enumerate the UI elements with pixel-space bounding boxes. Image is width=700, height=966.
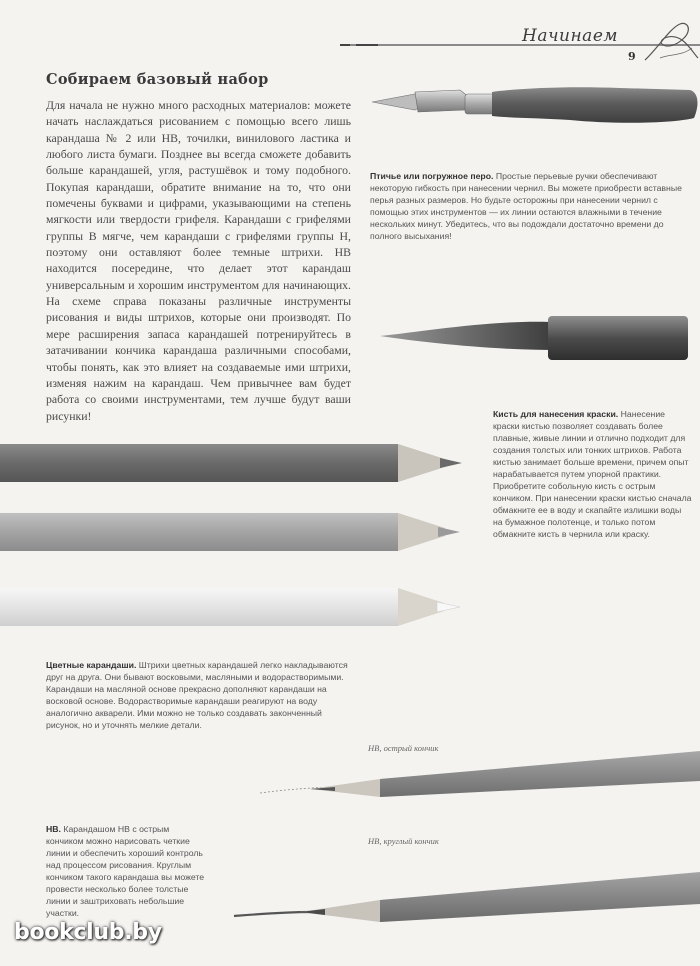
flourish-icon (640, 18, 700, 68)
intro-paragraph: Для начала не нужно много расходных материалов: можете начать наслаждаться рисованием с помощью всего лишь карандаша № 2 или НВ, точилки, винилового ластика и любого листа бумаги. Позднее вы всегда сможете добавить больше карандашей, угля, растушёвок и тому подобного. Покупая карандаши, обратите внимание на то, что они помечены буквами и цифрами, указывающими на степень мягкости или твердости грифеля. Карандаши с грифелями группы В мягче, чем карандаши с грифелями группы Н, поэтому они оставляют более темные штрихи. НВ находится посередине, что делает этот карандаш универсальным и хорошим инструментом для начинающих. На схеме справа показаны различные инструменты рисования и виды штрихов, которые они производят. По мере расширения запаса карандашей потренируйтесь в затачивании кончика карандаша различными способами, чтобы понять, как это влияет на создаваемые ими штрихи, изменяя нажим на карандаш. Чем привычнее вам будет работа со своими инструментами, тем лучше будут ваши рисунки! (46, 98, 351, 423)
caption-title: Кисть для нанесения краски. (493, 409, 619, 419)
hb-sharp-pencil (250, 745, 700, 815)
colored-pencils-illustration (0, 436, 470, 636)
hb-caption (46, 823, 208, 919)
dip-pen-caption (370, 170, 692, 242)
section-title: Начинаем (522, 26, 618, 46)
watermark: bookclub.by (14, 920, 162, 945)
caption-text: Карандашом НВ с острым кончиком можно нарисовать четкие линии и обеспечить хороший контроль над процессом рисования. Круглым кончиком такого карандаша вы можете провести несколько более толстые линии и заштриховать небольшие участки. (46, 824, 205, 918)
gray-pencil (0, 513, 460, 551)
caption-text: Нанесение краски кистью позволяет создавать более плавные, живые линии и отлично подходит для создания толстых или тонких штрихов. Работа кистью занимает больше времени, причем опыт нарабатывается путем упорной практики. Приобретите собольную кисть с острым кончиком. При нанесении краски кистью сначала обмакните ее в воду и скапайте излишки воды на бумажное полотенце, и только потом обмакните кисть в чернила или краску. (493, 409, 692, 539)
colored-pencils-caption (46, 659, 356, 731)
caption-text: Штрихи цветных карандашей легко накладываются друг на друга. Они бывают восковыми, масляными и водорастворимыми. Карандаши на масляной основе прекрасно дополняют карандаши на восковой основе. Водорастворимые карандаши реагируют на воду аналогично акварели. Ими можно не только создавать законченный рисунок, но и уточнять мелкие детали. (46, 660, 348, 730)
caption-text: Простые перьевые ручки обеспечивают некоторую гибкость при нанесении чернил. Вы можете приобрести вставные перья разных размеров. Но будьте осторожны при нанесении чернил с помощью этих инструментов — их линии остаются влажными в течение нескольких минут. Убедитесь, что вы подождали достаточно времени до полного высыхания! (370, 171, 682, 241)
caption-title: Цветные карандаши. (46, 660, 137, 670)
brush-illustration (380, 308, 700, 368)
caption-title: НВ. (46, 824, 61, 834)
header-dash (356, 44, 378, 46)
white-pencil (0, 588, 460, 626)
hb-round-label: НВ, круглый кончик (368, 836, 439, 846)
hb-sharp-label: НВ, острый кончик (368, 743, 439, 753)
article-heading: Собираем базовый набор (46, 71, 269, 88)
brush-caption (493, 408, 693, 540)
dip-pen-illustration (370, 80, 700, 150)
page-number: 9 (628, 50, 636, 63)
caption-title: Птичье или погружное перо. (370, 171, 494, 181)
dark-pencil (0, 444, 462, 482)
header-dash (340, 44, 350, 46)
hb-round-pencil (230, 862, 700, 932)
